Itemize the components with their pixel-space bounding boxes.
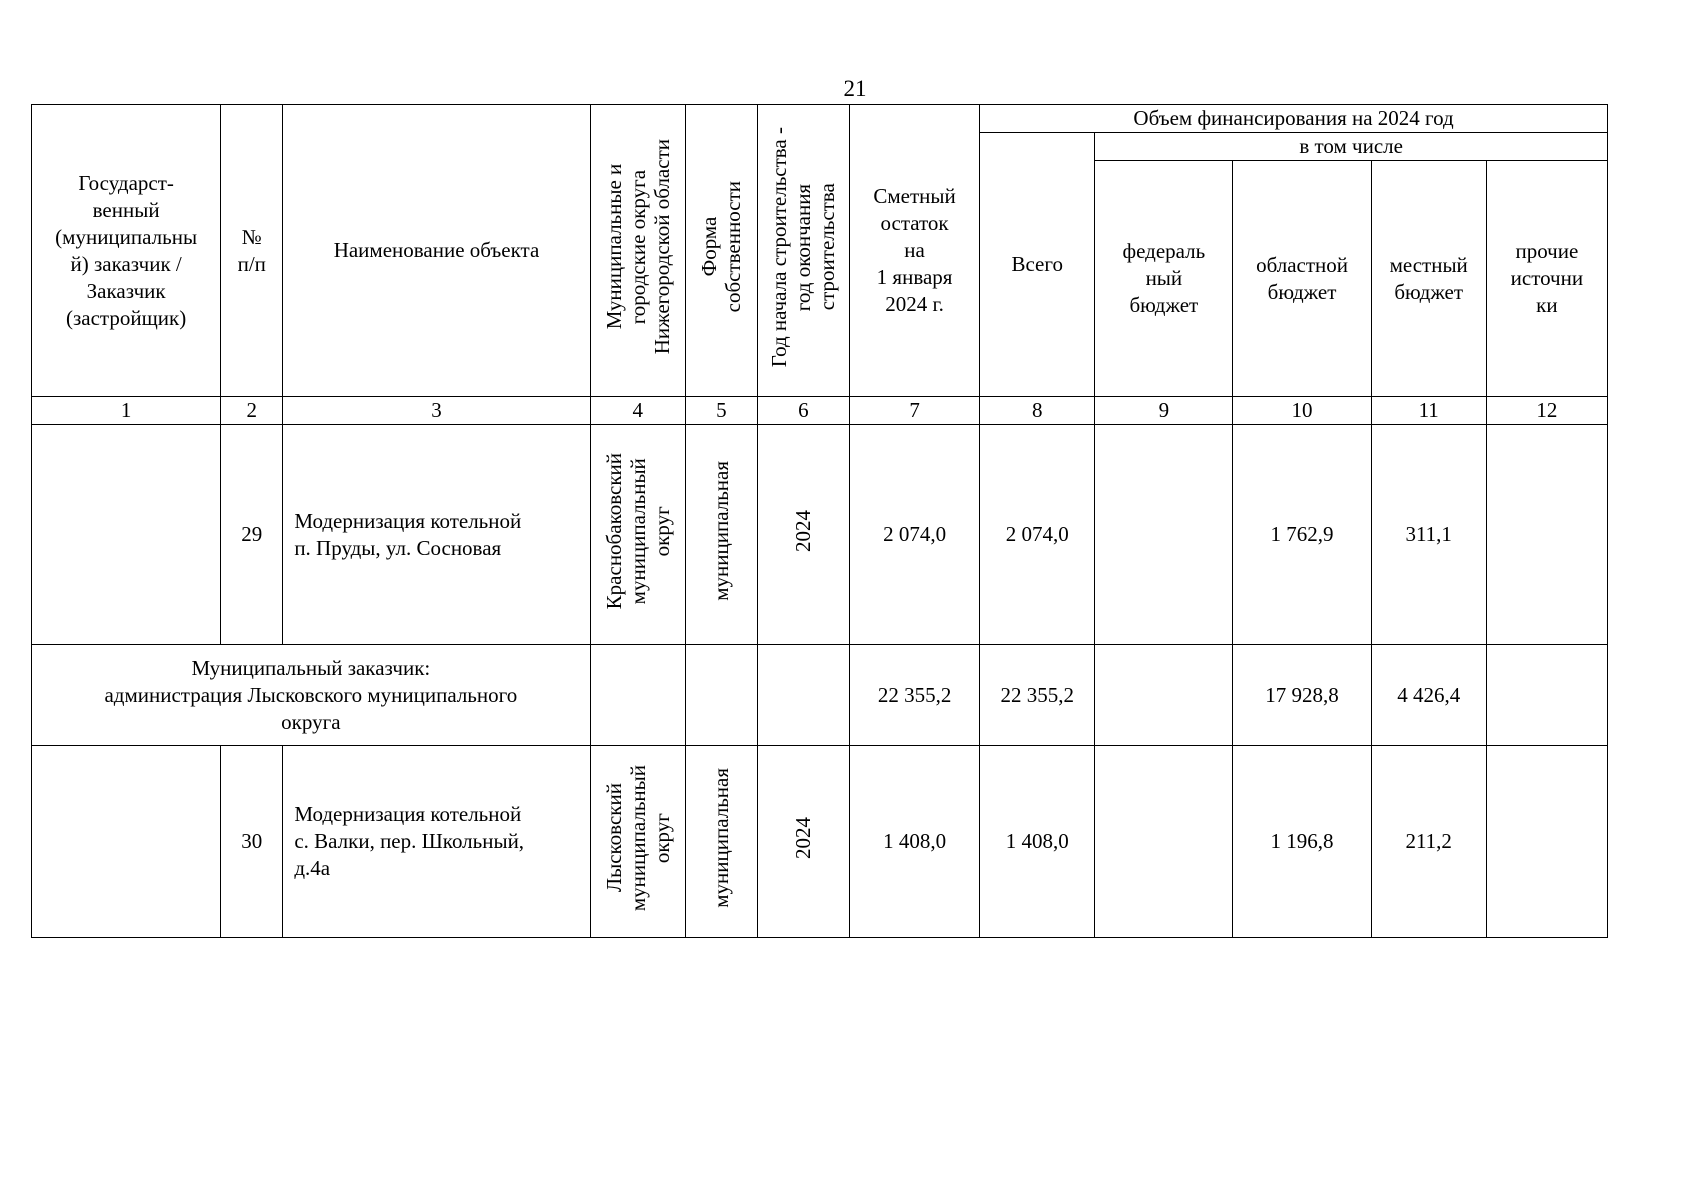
row-regional: 1 762,9 <box>1233 425 1371 645</box>
row-municipality <box>590 746 685 938</box>
financing-table <box>31 104 1608 938</box>
header-years <box>757 105 849 397</box>
row-object-name: Модернизация котельной с. Валки, пер. Школьный, д.4а <box>283 746 590 938</box>
row-other <box>1486 425 1607 645</box>
row-municipality-text: Краснобаковский муниципальный округ <box>601 452 674 610</box>
subtotal-empty-cell <box>685 645 757 746</box>
subtotal-empty-cell <box>757 645 849 746</box>
subtotal-estimate: 22 355,2 <box>849 645 979 746</box>
header-regional: областной бюджет <box>1233 161 1371 397</box>
row-ownership-text: муниципальная <box>709 768 734 908</box>
row-year-text: 2024 <box>791 817 816 859</box>
subtotal-total: 22 355,2 <box>980 645 1095 746</box>
header-total: Всего <box>980 133 1095 397</box>
row-customer-cell <box>32 746 221 938</box>
row-local: 311,1 <box>1371 425 1486 645</box>
subtotal-regional: 17 928,8 <box>1233 645 1371 746</box>
column-number: 9 <box>1095 397 1233 425</box>
page-number: 21 <box>843 76 867 101</box>
row-municipality <box>590 425 685 645</box>
row-municipality-text: Лысковский муниципальный округ <box>601 764 674 912</box>
row-total: 1 408,0 <box>980 746 1095 938</box>
column-number: 12 <box>1486 397 1607 425</box>
row-federal <box>1095 746 1233 938</box>
row-ownership <box>685 425 757 645</box>
row-estimate: 1 408,0 <box>849 746 979 938</box>
row-year-text: 2024 <box>791 510 816 552</box>
column-number: 10 <box>1233 397 1371 425</box>
header-municipality <box>590 105 685 397</box>
column-number: 1 <box>32 397 221 425</box>
column-number: 4 <box>590 397 685 425</box>
subtotal-label: Муниципальный заказчик: администрация Лысковского муниципального округа <box>32 645 591 746</box>
header-number: № п/п <box>221 105 283 397</box>
column-number: 3 <box>283 397 590 425</box>
row-estimate: 2 074,0 <box>849 425 979 645</box>
header-including: в том числе <box>1095 133 1608 161</box>
row-ownership <box>685 746 757 938</box>
table-row <box>32 746 1608 938</box>
header-funding-title: Объем финансирования на 2024 год <box>980 105 1608 133</box>
subtotal-row <box>32 645 1608 746</box>
header-municipality-text: Муниципальные и городские округа Нижегородской области <box>601 139 674 355</box>
subtotal-other <box>1486 645 1607 746</box>
header-federal: федераль ный бюджет <box>1095 161 1233 397</box>
column-number: 8 <box>980 397 1095 425</box>
row-other <box>1486 746 1607 938</box>
row-number: 30 <box>221 746 283 938</box>
row-ownership-text: муниципальная <box>709 461 734 601</box>
header-estimate: Сметный остаток на 1 января 2024 г. <box>849 105 979 397</box>
row-year <box>757 746 849 938</box>
column-number: 7 <box>849 397 979 425</box>
column-number: 5 <box>685 397 757 425</box>
row-local: 211,2 <box>1371 746 1486 938</box>
table-row <box>32 425 1608 645</box>
header-ownership-text: Форма собственности <box>697 181 746 313</box>
subtotal-empty-cell <box>590 645 685 746</box>
header-customer: Государст- венный (муниципальны й) заказчик / Заказчик (застройщик) <box>32 105 221 397</box>
row-total: 2 074,0 <box>980 425 1095 645</box>
row-regional: 1 196,8 <box>1233 746 1371 938</box>
column-number: 11 <box>1371 397 1486 425</box>
row-object-name: Модернизация котельной п. Пруды, ул. Сосновая <box>283 425 590 645</box>
column-numbers-row <box>32 397 1608 425</box>
header-other: прочие источни ки <box>1486 161 1607 397</box>
header-local: местный бюджет <box>1371 161 1486 397</box>
subtotal-federal <box>1095 645 1233 746</box>
column-number: 2 <box>221 397 283 425</box>
row-year <box>757 425 849 645</box>
header-ownership <box>685 105 757 397</box>
row-federal <box>1095 425 1233 645</box>
header-object-name: Наименование объекта <box>283 105 590 397</box>
row-customer-cell <box>32 425 221 645</box>
column-number: 6 <box>757 397 849 425</box>
header-years-text: Год начала строительства - год окончания строительства <box>767 126 840 368</box>
row-number: 29 <box>221 425 283 645</box>
subtotal-local: 4 426,4 <box>1371 645 1486 746</box>
